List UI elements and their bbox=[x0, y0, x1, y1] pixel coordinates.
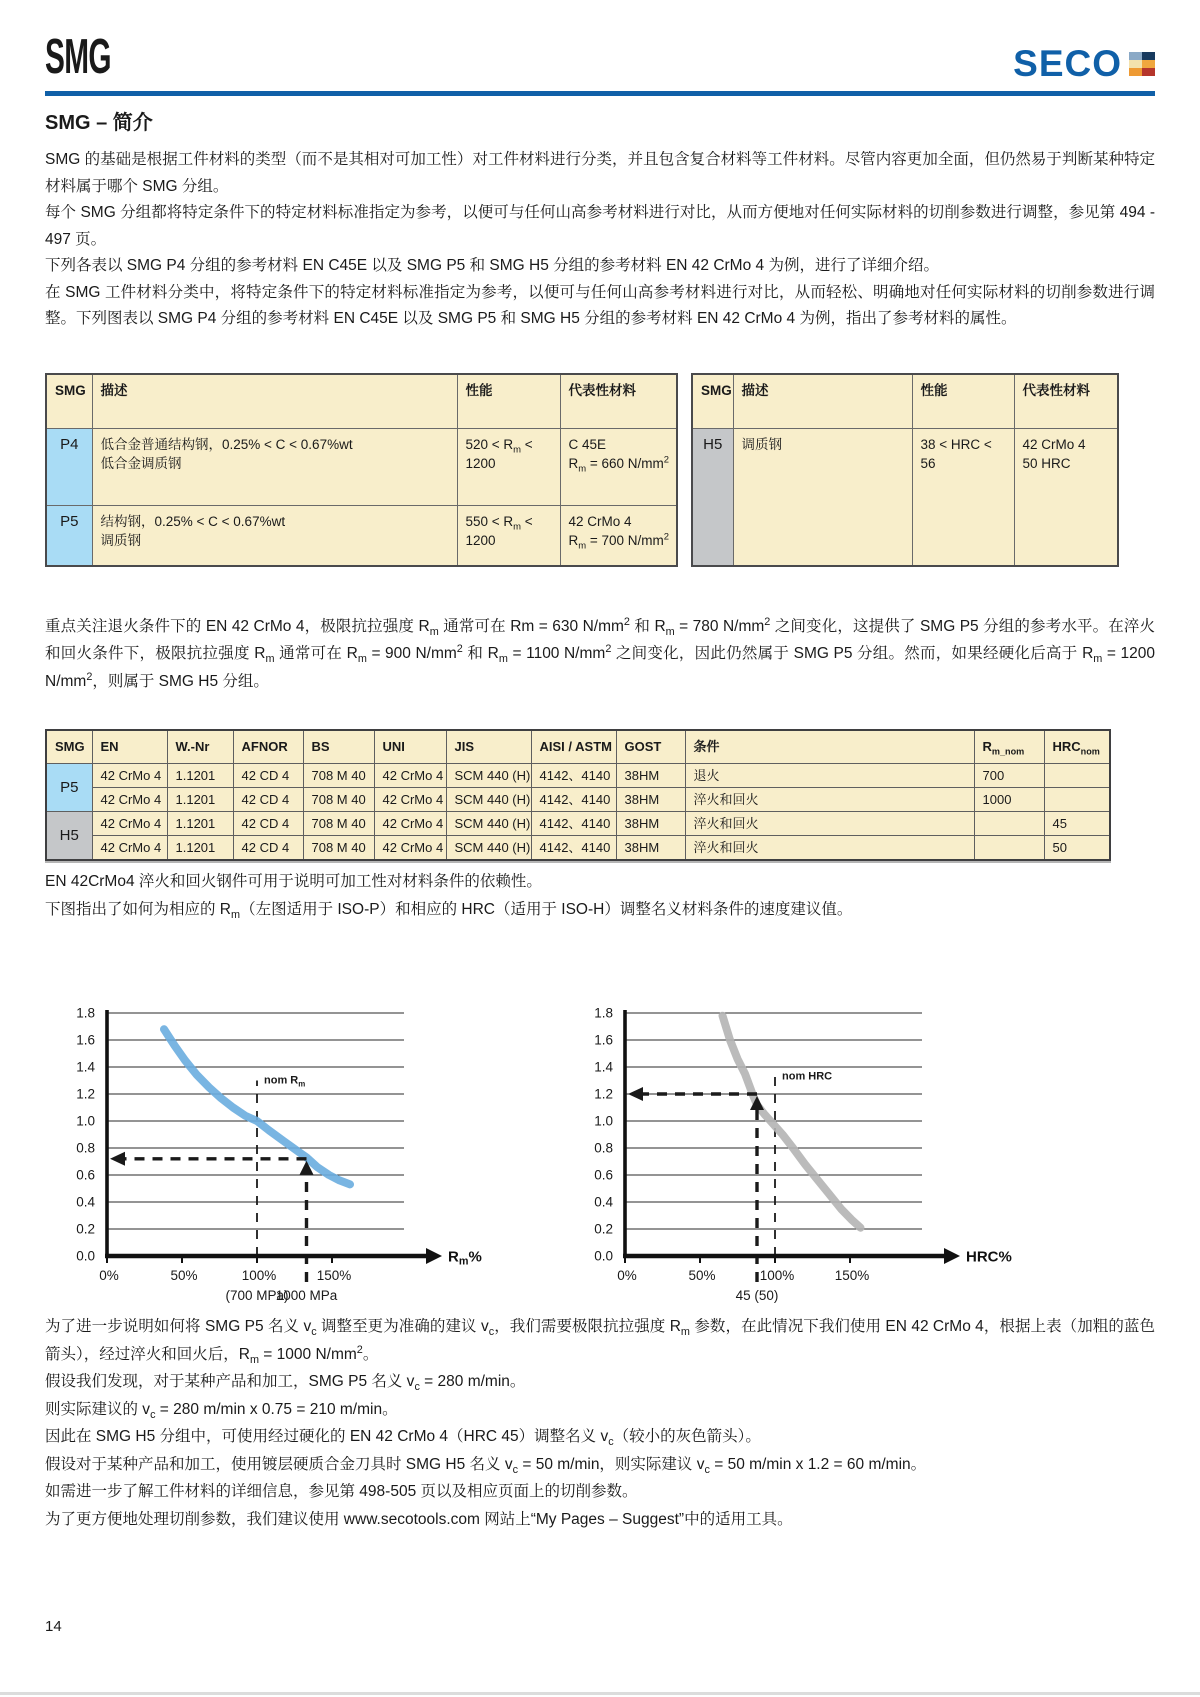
cell-gost: 38HM bbox=[616, 764, 685, 788]
svg-text:1.6: 1.6 bbox=[594, 1032, 613, 1048]
cell-wnr: 1.1201 bbox=[167, 764, 233, 788]
table-row bbox=[46, 812, 1110, 836]
svg-text:0.4: 0.4 bbox=[76, 1194, 95, 1210]
logo-color-square bbox=[1129, 52, 1142, 60]
smg-label-p4: P4 bbox=[46, 429, 92, 506]
cell-afnor: 42 CD 4 bbox=[233, 836, 303, 861]
col-header-representative: 代表性材料 bbox=[560, 374, 677, 429]
intro-text bbox=[45, 147, 1155, 333]
cell-jis: SCM 440 (H) bbox=[446, 764, 531, 788]
cell-aisi: 4142、4140 bbox=[531, 812, 616, 836]
svg-text:45 (50): 45 (50) bbox=[735, 1288, 779, 1303]
svg-text:1.0: 1.0 bbox=[76, 1113, 95, 1129]
paragraph: 下图指出了如何为相应的 $R_m$（左图适用于 ISO-P）和相应的 HRC（适用于 ISO-H）调整名义材料条件的速度建议值。 bbox=[45, 901, 853, 922]
table-header-row bbox=[692, 374, 1118, 429]
svg-text:1.4: 1.4 bbox=[76, 1059, 95, 1075]
logo-color-square bbox=[1142, 60, 1155, 68]
cell-en: 42 CrMo 4 bbox=[92, 764, 167, 788]
cell-wnr: 1.1201 bbox=[167, 788, 233, 812]
table-row bbox=[46, 429, 677, 506]
col-header-bs: BS bbox=[303, 730, 374, 764]
svg-text:50%: 50% bbox=[688, 1268, 716, 1283]
cell-uni: 42 CrMo 4 bbox=[374, 836, 446, 861]
standards-table bbox=[45, 729, 1111, 861]
p5-property: $550 < R_m < 1200$ bbox=[457, 506, 560, 566]
cell-jis: SCM 440 (H) bbox=[446, 836, 531, 861]
svg-text:0.2: 0.2 bbox=[594, 1221, 613, 1237]
seco-logo bbox=[1013, 45, 1155, 82]
cell-rm-nom: 1000 bbox=[974, 788, 1044, 812]
correction-charts bbox=[51, 997, 1155, 1309]
smg-label-h5: H5 bbox=[692, 429, 733, 566]
logo-color-square bbox=[1129, 60, 1142, 68]
cell-uni: 42 CrMo 4 bbox=[374, 764, 446, 788]
col-header-smg: SMG bbox=[692, 374, 733, 429]
p4-description bbox=[92, 429, 457, 506]
cell-gost: 38HM bbox=[616, 812, 685, 836]
svg-text:1.2: 1.2 bbox=[594, 1086, 613, 1102]
cell-en: 42 CrMo 4 bbox=[92, 812, 167, 836]
col-header-afnor: AFNOR bbox=[233, 730, 303, 764]
page-header bbox=[45, 29, 1155, 85]
cell-rm-nom bbox=[974, 836, 1044, 861]
cell-condition: 淬火和回火 bbox=[685, 788, 974, 812]
svg-text:Rm%: $R_m\%$ bbox=[448, 1248, 482, 1268]
svg-text:nom HRC: nom HRC bbox=[782, 1070, 833, 1083]
svg-text:0.8: 0.8 bbox=[76, 1140, 95, 1156]
p5-representative bbox=[560, 506, 677, 566]
logo-color-square bbox=[1129, 68, 1142, 76]
logo-color-square bbox=[1142, 68, 1155, 76]
vc-hrc-correction-chart bbox=[569, 997, 1039, 1309]
col-header-aisi-astm: AISI / ASTM bbox=[531, 730, 616, 764]
p5-description bbox=[92, 506, 457, 566]
page-bottom-edge bbox=[0, 1692, 1200, 1695]
cell-aisi: 4142、4140 bbox=[531, 764, 616, 788]
section-title: SMG – 简介 bbox=[45, 112, 153, 134]
col-header-jis: JIS bbox=[446, 730, 531, 764]
rm-variation-paragraph bbox=[45, 613, 1155, 696]
svg-text:100%: 100% bbox=[241, 1268, 277, 1283]
intro-paragraph: 在 SMG 工件材料分类中，将特定条件下的特定材料标准指定为参考，以便可与任何山高参考材料进行对比，从而轻松、明确地对任何实际材料的切削参数进行调整。下列图表以 SMG P4 分组的参考材料 EN C45E 以及 SMG P5 和 SMG H5 分组的参考材料 EN 42 CrMo 4 为例，指出了参考材料的属性。 bbox=[45, 283, 1155, 327]
page-number: 14 bbox=[45, 1618, 62, 1635]
col-header-gost: GOST bbox=[616, 730, 685, 764]
paragraph: 如需进一步了解工件材料的详细信息，参见第 498-505 页以及相应页面上的切削参数。 bbox=[45, 1483, 638, 1500]
intro-paragraph: 每个 SMG 分组都将特定条件下的特定材料标准指定为参考，以便可与任何山高参考材料进行对比，从而方便地对任何实际材料的切削参数进行调整，参见第 494 - 497 页。 bbox=[45, 204, 1155, 248]
cell-condition: 淬火和回火 bbox=[685, 812, 974, 836]
cell-rm-nom bbox=[974, 812, 1044, 836]
col-header-description: 描述 bbox=[733, 374, 912, 429]
svg-text:1.6: 1.6 bbox=[76, 1032, 95, 1048]
representative-line: 42 CrMo 4 bbox=[1022, 437, 1086, 452]
col-header-property: 性能 bbox=[457, 374, 560, 429]
svg-text:1.8: 1.8 bbox=[594, 1005, 613, 1021]
description-line: 低合金调质钢 bbox=[100, 456, 182, 471]
col-header-wnr: W.-Nr bbox=[167, 730, 233, 764]
cell-hrc-nom: 50 bbox=[1044, 836, 1110, 861]
page-title: SMG bbox=[45, 29, 111, 85]
svg-text:0%: 0% bbox=[99, 1268, 119, 1283]
cell-afnor: 42 CD 4 bbox=[233, 788, 303, 812]
description-line: 结构钢，0.25% < C < 0.67%wt bbox=[100, 514, 286, 529]
table-row bbox=[46, 788, 1110, 812]
col-header-representative: 代表性材料 bbox=[1014, 374, 1118, 429]
description-line: 低合金普通结构钢，0.25% < C < 0.67%wt bbox=[100, 437, 353, 452]
representative-line: 42 CrMo 4 bbox=[568, 514, 632, 529]
representative-line: $R_m = 660$ $N/mm^2$ bbox=[568, 454, 670, 475]
svg-text:0.8: 0.8 bbox=[594, 1140, 613, 1156]
cell-bs: 708 M 40 bbox=[303, 836, 374, 861]
intro-paragraph: 下列各表以 SMG P4 分组的参考材料 EN C45E 以及 SMG P5 和 SMG H5 分组的参考材料 EN 42 CrMo 4 为例，进行了详细介绍。 bbox=[45, 257, 939, 274]
explanation-text bbox=[45, 1313, 1155, 1533]
paragraph: 为了更方便地处理切削参数，我们建议使用 www.secotools.com 网站上“My Pages – Suggest”中的适用工具。 bbox=[45, 1510, 793, 1528]
col-header-uni: UNI bbox=[374, 730, 446, 764]
vc-rm-correction-chart bbox=[51, 997, 521, 1309]
description-line: 调质钢 bbox=[100, 533, 141, 548]
cell-rm-nom: 700 bbox=[974, 764, 1044, 788]
col-header-property: 性能 bbox=[912, 374, 1014, 429]
paragraph: 因此在 SMG H5 分组中，可使用经过硬化的 EN 42 CrMo 4（HRC 45）调整名义 $v_c$（较小的灰色箭头）。 bbox=[45, 1428, 761, 1449]
cell-afnor: 42 CD 4 bbox=[233, 812, 303, 836]
svg-text:0.6: 0.6 bbox=[76, 1167, 95, 1183]
h5-representative bbox=[1014, 429, 1118, 566]
table-row bbox=[46, 836, 1110, 861]
paragraph: 则实际建议的 $v_c = 280$ m/min x 0.75 = 210 m/min。 bbox=[45, 1400, 398, 1421]
cell-condition: 退火 bbox=[685, 764, 974, 788]
cell-bs: 708 M 40 bbox=[303, 788, 374, 812]
table-row bbox=[692, 429, 1118, 566]
cell-wnr: 1.1201 bbox=[167, 836, 233, 861]
cell-aisi: 4142、4140 bbox=[531, 788, 616, 812]
representative-line: C 45E bbox=[568, 437, 607, 452]
representative-line: $R_m = 700$ $N/mm^2$ bbox=[568, 531, 670, 552]
cell-hrc-nom bbox=[1044, 788, 1110, 812]
col-header-description: 描述 bbox=[92, 374, 457, 429]
col-header-hrc-nom: $HRC_{nom}$ bbox=[1044, 730, 1110, 764]
svg-text:0.4: 0.4 bbox=[594, 1194, 613, 1210]
svg-text:0.0: 0.0 bbox=[594, 1248, 613, 1264]
smg-table-iso-p bbox=[45, 373, 678, 567]
svg-text:0.6: 0.6 bbox=[594, 1167, 613, 1183]
svg-text:150%: 150% bbox=[316, 1268, 352, 1283]
svg-text:0%: 0% bbox=[617, 1268, 637, 1283]
paragraph: 重点关注退火条件下的 EN 42 CrMo 4，极限抗拉强度 $R_m$ 通常可在 Rm = 630 $N/mm^2$ 和 $R_m = 780$ $N/mm^2$ 之间变化，这提供了 SMG P5 分组的参考水平。在淬火和回火条件下，极限抗拉强度 $R_m$ 通常可在 $R_m = 900$ $N/mm^2$ 和 $R_m = 1100$ $N/mm^2$ 之间变化，因此仍然属于 SMG P5 分组。然而，如果经硬化后高于 $R_m = 1200$ $N/mm^2$，则属于 SMG H5 分组。 bbox=[45, 615, 1156, 690]
paragraph: 为了进一步说明如何将 SMG P5 名义 $v_c$ 调整至更为准确的建议 $v_c$，我们需要极限抗拉强度 $R_m$ 参数，在此情况下我们使用 EN 42 CrMo 4，根据上表（加粗的蓝色箭头），经过淬火和回火后，$R_m = 1000$ $N/mm^2$。 bbox=[45, 1318, 1155, 1366]
svg-text:nom Rm: nom $R_m$ bbox=[264, 1074, 306, 1089]
h5-property: 38 < HRC < 56 bbox=[912, 429, 1014, 566]
cell-gost: 38HM bbox=[616, 836, 685, 861]
svg-text:1000 MPa: 1000 MPa bbox=[275, 1288, 338, 1303]
cell-gost: 38HM bbox=[616, 788, 685, 812]
intro-paragraph: SMG 的基础是根据工件材料的类型（而不是其相对可加工性）对工件材料进行分类，并且包含复合材料等工件材料。尽管内容更加全面，但仍然易于判断某种特定材料属于哪个 SMG 分组。 bbox=[45, 151, 1155, 195]
col-header-rm-nom: $R_{m\_nom}$ bbox=[974, 730, 1044, 764]
table-row bbox=[46, 764, 1110, 788]
p4-property: $520 < R_m < 1200$ bbox=[457, 429, 560, 506]
cell-bs: 708 M 40 bbox=[303, 812, 374, 836]
cell-condition: 淬火和回火 bbox=[685, 836, 974, 861]
col-header-smg: SMG bbox=[46, 730, 92, 764]
col-header-condition: 条件 bbox=[685, 730, 974, 764]
p4-representative bbox=[560, 429, 677, 506]
cell-wnr: 1.1201 bbox=[167, 812, 233, 836]
svg-text:1.2: 1.2 bbox=[76, 1086, 95, 1102]
smg-label-h5: H5 bbox=[46, 812, 92, 861]
smg-label-p5: P5 bbox=[46, 506, 92, 566]
smg-group-tables bbox=[45, 373, 1155, 567]
svg-text:0.0: 0.0 bbox=[76, 1248, 95, 1264]
svg-text:0.2: 0.2 bbox=[76, 1221, 95, 1237]
cell-uni: 42 CrMo 4 bbox=[374, 788, 446, 812]
cell-afnor: 42 CD 4 bbox=[233, 764, 303, 788]
cell-en: 42 CrMo 4 bbox=[92, 788, 167, 812]
header-divider bbox=[45, 91, 1155, 96]
cell-hrc-nom: 45 bbox=[1044, 812, 1110, 836]
svg-text:1.0: 1.0 bbox=[594, 1113, 613, 1129]
description-line: 调质钢 bbox=[741, 437, 782, 452]
logo-color-square bbox=[1142, 52, 1155, 60]
paragraph: 假设对于某种产品和加工，使用镀层硬质合金刀具时 SMG H5 名义 $v_c = 50$ m/min，则实际建议 $v_c = 50$ m/min x 1.2 = 60 m/min。 bbox=[45, 1455, 927, 1476]
svg-text:150%: 150% bbox=[834, 1268, 870, 1283]
svg-text:1.4: 1.4 bbox=[594, 1059, 613, 1075]
svg-text:100%: 100% bbox=[759, 1268, 795, 1283]
paragraph: 假设我们发现，对于某种产品和加工，SMG P5 名义 $v_c = 280$ m/min。 bbox=[45, 1373, 526, 1394]
representative-line: 50 HRC bbox=[1022, 456, 1071, 471]
cell-bs: 708 M 40 bbox=[303, 764, 374, 788]
h5-description bbox=[733, 429, 912, 566]
paragraph: EN 42CrMo4 淬火和回火钢件可用于说明可加工性对材料条件的依赖性。 bbox=[45, 873, 542, 890]
smg-label-p5: P5 bbox=[46, 764, 92, 812]
col-header-en: EN bbox=[92, 730, 167, 764]
col-header-smg: SMG bbox=[46, 374, 92, 429]
svg-text:50%: 50% bbox=[170, 1268, 198, 1283]
svg-text:(700 MPa): (700 MPa) bbox=[225, 1288, 289, 1303]
cell-jis: SCM 440 (H) bbox=[446, 788, 531, 812]
table-header-row bbox=[46, 730, 1110, 764]
table-row bbox=[46, 506, 677, 566]
smg-table-iso-h bbox=[691, 373, 1119, 567]
cell-uni: 42 CrMo 4 bbox=[374, 812, 446, 836]
cell-hrc-nom bbox=[1044, 764, 1110, 788]
seco-logo-text: SECO bbox=[1013, 43, 1122, 84]
cell-en: 42 CrMo 4 bbox=[92, 836, 167, 861]
seco-logo-color-grid bbox=[1129, 52, 1155, 76]
after-table-text bbox=[45, 868, 1155, 924]
table-header-row bbox=[46, 374, 677, 429]
cell-aisi: 4142、4140 bbox=[531, 836, 616, 861]
svg-text:HRC%: HRC% bbox=[966, 1248, 1012, 1266]
svg-text:1.8: 1.8 bbox=[76, 1005, 95, 1021]
cell-jis: SCM 440 (H) bbox=[446, 812, 531, 836]
